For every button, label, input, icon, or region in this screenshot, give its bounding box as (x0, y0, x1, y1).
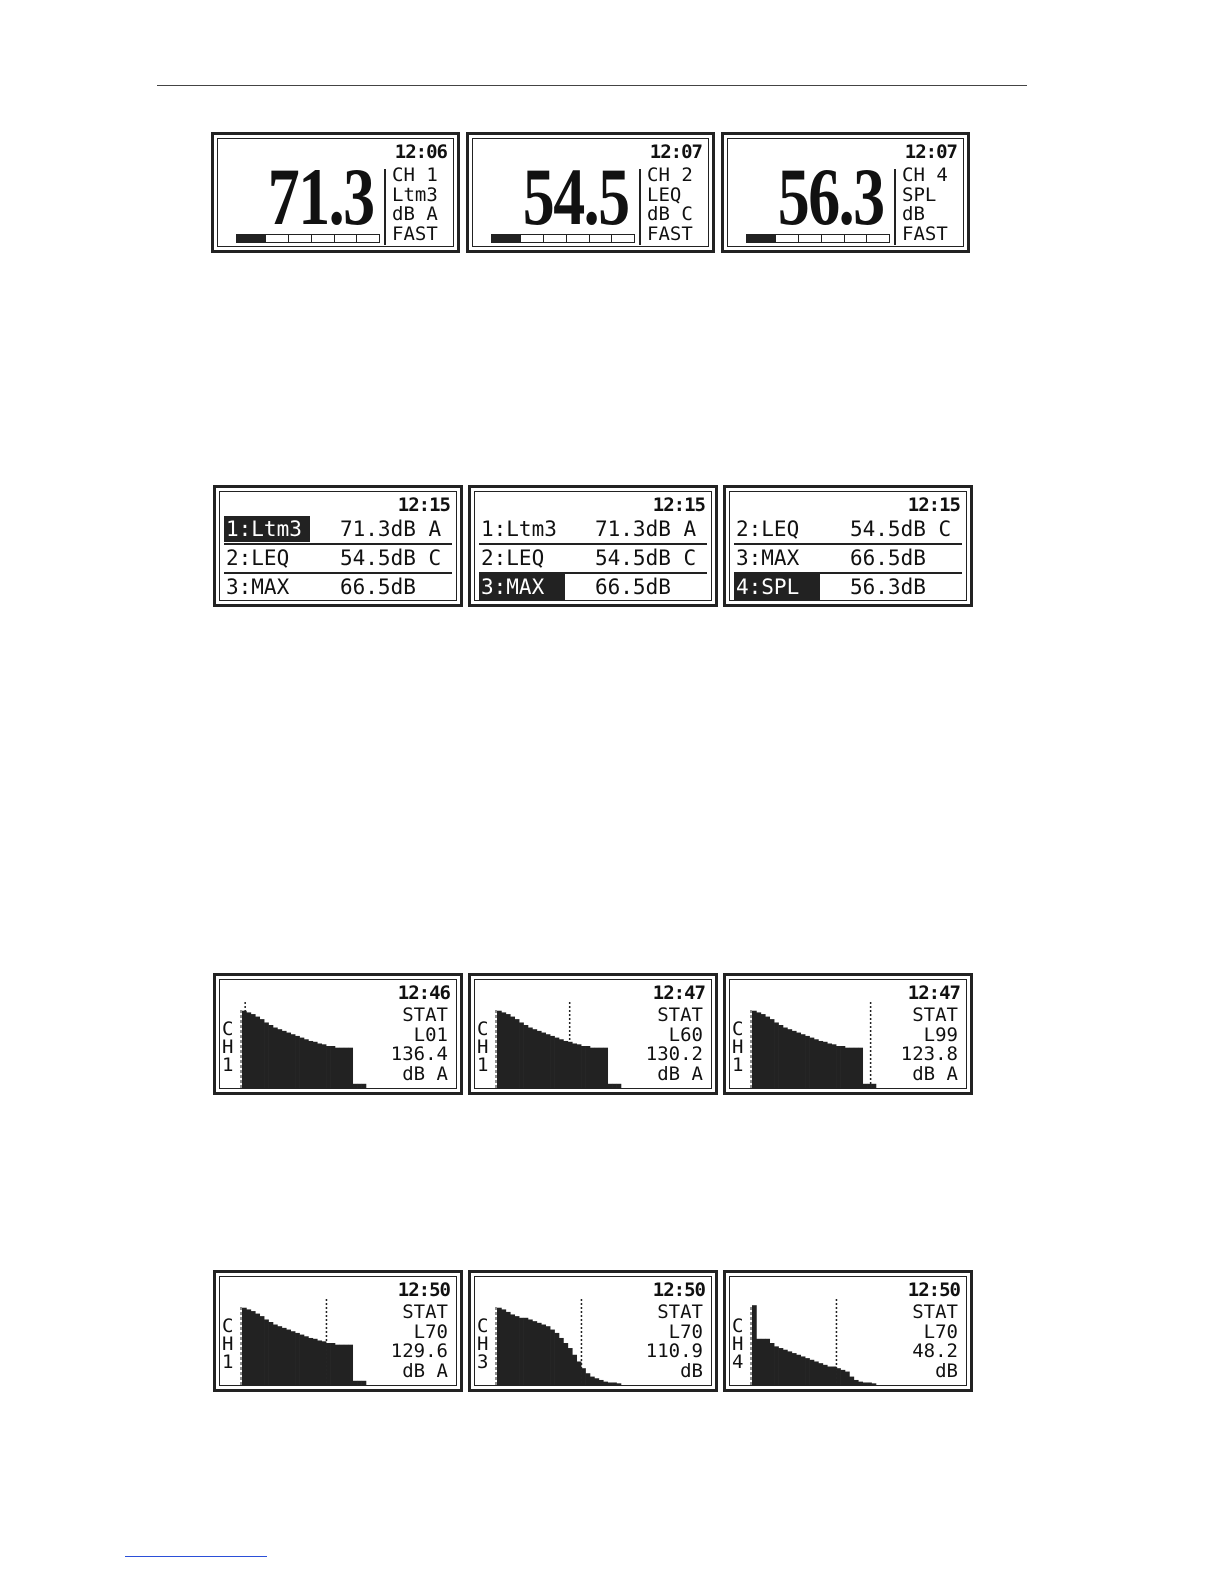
hist-bar (854, 1380, 859, 1385)
hist-bar (537, 1323, 542, 1385)
hist-bar (563, 1041, 568, 1088)
level-bar-fill (237, 235, 265, 242)
mode-label: Ltm3 (392, 183, 438, 206)
row-label: 3:MAX (226, 575, 290, 599)
row-value: 71.3dB A (595, 517, 697, 541)
hist-bar (845, 1372, 850, 1385)
hist-bar (528, 1028, 533, 1088)
hist-bar (255, 1017, 260, 1088)
stat-unit: dB A (402, 1062, 448, 1085)
hist-bar (841, 1046, 846, 1088)
hist-bar (546, 1034, 551, 1088)
stat-unit: dB A (912, 1062, 958, 1085)
hist-bar (608, 1382, 613, 1385)
stat-value: 130.2 (645, 1043, 703, 1065)
hist-bar (357, 1381, 362, 1385)
hist-bar (594, 1378, 599, 1385)
level-reading: 71.3 (267, 151, 373, 242)
stat-panel (901, 1006, 958, 1084)
list-row (479, 574, 707, 600)
hist-bar (308, 1041, 313, 1088)
stat-stat: L99 (923, 1023, 958, 1046)
row-value: 54.5dB C (340, 546, 442, 570)
mode-label: SPL (902, 183, 937, 206)
hist-bar (796, 1355, 801, 1385)
clock: 12:50 (907, 1279, 960, 1301)
lcd-main-ch2 (466, 132, 715, 253)
row-label: 3:MAX (479, 574, 565, 600)
hist-bar (756, 1339, 761, 1385)
hist-bar (550, 1036, 555, 1088)
row-label: 1:Ltm3 (224, 516, 310, 542)
hist-bar (501, 1012, 506, 1088)
hist-bar (599, 1380, 604, 1385)
row-value: 66.5dB (595, 575, 671, 599)
stat-unit: dB (935, 1359, 958, 1382)
hist-bar (818, 1363, 823, 1385)
stat-title: STAT (402, 1004, 448, 1026)
hist-bar (264, 1319, 269, 1385)
hist-bar (541, 1033, 546, 1088)
lcd-stat-5 (468, 1270, 718, 1392)
hist-bar (295, 1036, 300, 1088)
hist-bar (277, 1029, 282, 1088)
channel-label: CH 4 (902, 164, 948, 186)
hist-bar (581, 1046, 586, 1088)
lcd-list-1 (213, 485, 463, 607)
list-row (734, 545, 962, 571)
level-reading: 56.3 (777, 151, 883, 242)
level-bar-fill (492, 235, 520, 242)
hist-bar (863, 1382, 868, 1385)
stat-title: STAT (912, 1301, 958, 1323)
response-label: FAST (647, 222, 693, 245)
hist-bar (814, 1361, 819, 1385)
response-label: FAST (902, 222, 948, 245)
hist-bar (295, 1333, 300, 1385)
level-bar (491, 234, 635, 243)
hist-bar (612, 1084, 617, 1088)
channel-label: CH 1 (392, 164, 438, 186)
hist-bar (792, 1353, 797, 1385)
hist-bar (519, 1022, 524, 1088)
hist-bar (770, 1019, 775, 1088)
hist-bar (555, 1333, 560, 1385)
level-bar (236, 234, 380, 243)
channel-label: CH 2 (647, 164, 693, 186)
level-bar (746, 234, 890, 243)
hist-bar (770, 1343, 775, 1385)
stat-panel (646, 1303, 703, 1381)
hist-bar (603, 1382, 608, 1385)
stat-value: 48.2 (912, 1340, 958, 1362)
hist-bar (317, 1340, 322, 1385)
hist-bar (313, 1042, 318, 1088)
hist-bar (286, 1330, 291, 1385)
stat-panel (391, 1006, 448, 1084)
hist-bar (273, 1028, 278, 1088)
stat-stat: L70 (413, 1320, 448, 1343)
stat-value: 136.4 (390, 1043, 448, 1065)
level-reading: 54.5 (522, 151, 628, 242)
hist-bar (555, 1038, 560, 1088)
response-label: FAST (392, 222, 438, 245)
stat-title: STAT (657, 1004, 703, 1026)
clock: 12:15 (907, 494, 960, 516)
hist-bar (251, 1311, 256, 1385)
row-label: 1:Ltm3 (481, 517, 557, 541)
hist-bar (497, 1011, 502, 1088)
stat-value: 110.9 (645, 1340, 703, 1362)
stat-title: STAT (402, 1301, 448, 1323)
hist-bar (827, 1043, 832, 1088)
hist-bar (603, 1048, 608, 1088)
hist-bar (810, 1038, 815, 1088)
hist-bar (594, 1048, 599, 1088)
hist-bar (792, 1031, 797, 1088)
hist-bar (246, 1012, 251, 1088)
hist-bar (264, 1022, 269, 1088)
hist-bar (510, 1017, 515, 1088)
row-label: 2:LEQ (226, 546, 290, 570)
hist-bar (872, 1084, 877, 1088)
lcd-stat-1 (213, 973, 463, 1095)
hist-bar (273, 1325, 278, 1385)
hist-bar (282, 1031, 287, 1088)
lcd-stat-2 (468, 973, 718, 1095)
hist-bar (331, 1343, 336, 1385)
hist-bar (335, 1345, 340, 1385)
stat-value: 123.8 (900, 1043, 958, 1065)
channel-label: C H 4 (732, 1315, 744, 1373)
hist-bar (774, 1022, 779, 1088)
channel-label: C H 1 (477, 1018, 489, 1076)
hist-bar (524, 1025, 529, 1088)
histogram (240, 1000, 370, 1090)
hist-bar (872, 1383, 877, 1385)
list-row (479, 545, 707, 571)
hist-bar (559, 1039, 564, 1088)
hist-bar (761, 1339, 766, 1385)
hist-bar (331, 1046, 336, 1088)
hist-bar (255, 1314, 260, 1385)
list-row (734, 574, 962, 600)
hist-bar (304, 1039, 309, 1088)
list-row (224, 545, 452, 571)
stat-title: STAT (912, 1004, 958, 1026)
stat-panel (646, 1006, 703, 1084)
clock: 12:50 (397, 1279, 450, 1301)
stat-unit: dB A (402, 1359, 448, 1382)
hist-bar (353, 1084, 358, 1088)
hist-bar (572, 1355, 577, 1385)
hist-bar (858, 1382, 863, 1385)
hist-bar (608, 1084, 613, 1088)
hist-bar (286, 1033, 291, 1088)
clock: 12:06 (394, 141, 447, 163)
hist-bar (326, 1046, 331, 1088)
divider (894, 169, 896, 245)
hist-bar (858, 1048, 863, 1088)
hist-bar (322, 1044, 327, 1088)
stat-value: 129.6 (390, 1340, 448, 1362)
hist-bar (348, 1345, 353, 1385)
clock: 12:15 (652, 494, 705, 516)
hist-bar (586, 1046, 591, 1088)
hist-bar (510, 1314, 515, 1385)
row-value: 66.5dB (850, 546, 926, 570)
hist-bar (599, 1048, 604, 1088)
hist-bar (867, 1382, 872, 1385)
hist-bar (590, 1048, 595, 1088)
hist-bar (849, 1377, 854, 1385)
hist-bar (506, 1312, 511, 1385)
histogram (240, 1297, 370, 1387)
row-value: 56.3dB (850, 575, 926, 599)
hist-bar (260, 1019, 265, 1088)
clock: 12:07 (904, 141, 957, 163)
hist-bar (251, 1014, 256, 1088)
row-value: 66.5dB (340, 575, 416, 599)
hist-bar (841, 1370, 846, 1385)
header-rule (157, 85, 1027, 86)
hist-bar (568, 1348, 573, 1385)
hist-bar (849, 1048, 854, 1088)
info-panel (647, 166, 693, 244)
hist-bar (291, 1331, 296, 1385)
hist-bar (818, 1041, 823, 1088)
channel-label: C H 1 (732, 1018, 744, 1076)
divider (639, 169, 641, 245)
hist-bar (524, 1318, 529, 1385)
stat-unit: dB A (657, 1062, 703, 1085)
hist-bar (546, 1326, 551, 1385)
weighting-label: dB (902, 203, 925, 225)
hist-bar (761, 1014, 766, 1088)
footer-link-rule (125, 1556, 267, 1557)
lcd-list-3 (723, 485, 973, 607)
row-value: 54.5dB C (595, 546, 697, 570)
stat-unit: dB (680, 1359, 703, 1382)
lcd-list-2 (468, 485, 718, 607)
hist-bar (348, 1048, 353, 1088)
hist-bar (532, 1321, 537, 1385)
hist-bar (277, 1326, 282, 1385)
hist-bar (339, 1345, 344, 1385)
info-panel (902, 166, 948, 244)
hist-bar (260, 1316, 265, 1385)
hist-bar (515, 1316, 520, 1385)
hist-bar (765, 1017, 770, 1088)
lcd-stat-3 (723, 973, 973, 1095)
hist-bar (313, 1339, 318, 1385)
histogram (495, 1297, 625, 1387)
hist-bar (269, 1322, 274, 1385)
hist-bar (304, 1336, 309, 1385)
hist-bar (787, 1351, 792, 1385)
hist-bar (787, 1029, 792, 1088)
clock: 12:15 (397, 494, 450, 516)
mode-label: LEQ (647, 183, 682, 206)
hist-bar (836, 1046, 841, 1088)
hist-bar (801, 1034, 806, 1088)
hist-bar (563, 1343, 568, 1385)
hist-bar (339, 1048, 344, 1088)
hist-bar (577, 1361, 582, 1385)
hist-bar (827, 1367, 832, 1385)
hist-bar (528, 1319, 533, 1385)
hist-bar (577, 1044, 582, 1088)
hist-bar (497, 1308, 502, 1385)
row-label: 2:LEQ (481, 546, 545, 570)
hist-bar (308, 1338, 313, 1385)
hist-bar (590, 1377, 595, 1385)
hist-bar (617, 1383, 622, 1385)
hist-bar (765, 1339, 770, 1385)
hist-bar (515, 1019, 520, 1088)
stat-panel (391, 1303, 448, 1381)
list-row (479, 516, 707, 542)
histogram (495, 1000, 625, 1090)
lcd-stat-4 (213, 1270, 463, 1392)
hist-bar (362, 1084, 367, 1088)
hist-bar (774, 1346, 779, 1385)
clock: 12:47 (652, 982, 705, 1004)
hist-bar (752, 1011, 757, 1088)
hist-bar (246, 1309, 251, 1385)
stat-stat: L01 (413, 1023, 448, 1046)
hist-bar (823, 1365, 828, 1385)
hist-bar (832, 1044, 837, 1088)
clock: 12:50 (652, 1279, 705, 1301)
hist-bar (752, 1305, 757, 1385)
hist-bar (559, 1338, 564, 1385)
hist-bar (532, 1029, 537, 1088)
clock: 12:07 (649, 141, 702, 163)
hist-bar (796, 1033, 801, 1088)
hist-bar (586, 1373, 591, 1385)
stat-title: STAT (657, 1301, 703, 1323)
hist-bar (362, 1381, 367, 1385)
hist-bar (612, 1382, 617, 1385)
stat-panel (912, 1303, 958, 1381)
hist-bar (756, 1012, 761, 1088)
hist-bar (783, 1350, 788, 1385)
clock: 12:46 (397, 982, 450, 1004)
hist-bar (779, 1025, 784, 1088)
hist-bar (550, 1330, 555, 1385)
hist-bar (823, 1042, 828, 1088)
hist-bar (344, 1048, 349, 1088)
list-row (734, 516, 962, 542)
hist-bar (344, 1345, 349, 1385)
lcd-main-ch4 (721, 132, 970, 253)
hist-bar (291, 1034, 296, 1088)
info-panel (392, 166, 438, 244)
weighting-label: dB C (647, 203, 693, 225)
hist-bar (242, 1308, 247, 1385)
hist-bar (335, 1048, 340, 1088)
histogram (750, 1297, 880, 1387)
hist-bar (282, 1328, 287, 1385)
lcd-main-ch1 (211, 132, 460, 253)
stat-stat: L60 (668, 1023, 703, 1046)
hist-bar (779, 1348, 784, 1385)
hist-bar (805, 1358, 810, 1385)
hist-bar (863, 1084, 868, 1088)
row-label: 2:LEQ (736, 517, 800, 541)
hist-bar (541, 1325, 546, 1385)
stat-stat: L70 (923, 1320, 958, 1343)
hist-bar (617, 1084, 622, 1088)
hist-bar (568, 1042, 573, 1088)
lcd-stat-6 (723, 1270, 973, 1392)
hist-bar (357, 1084, 362, 1088)
channel-label: C H 1 (222, 1018, 234, 1076)
row-label: 3:MAX (736, 546, 800, 570)
hist-bar (537, 1031, 542, 1088)
hist-bar (242, 1011, 247, 1088)
hist-bar (810, 1360, 815, 1385)
channel-label: C H 3 (477, 1315, 489, 1373)
hist-bar (805, 1036, 810, 1088)
hist-bar (300, 1038, 305, 1088)
row-label: 4:SPL (734, 574, 820, 600)
weighting-label: dB A (392, 203, 438, 225)
hist-bar (501, 1309, 506, 1385)
list-row (224, 516, 452, 542)
channel-label: C H 1 (222, 1315, 234, 1373)
stat-stat: L70 (668, 1320, 703, 1343)
hist-bar (854, 1048, 859, 1088)
hist-bar (814, 1039, 819, 1088)
histogram (750, 1000, 880, 1090)
hist-bar (519, 1318, 524, 1385)
hist-bar (801, 1356, 806, 1385)
hist-bar (845, 1048, 850, 1088)
hist-bar (783, 1028, 788, 1088)
divider (384, 169, 386, 245)
row-value: 71.3dB A (340, 517, 442, 541)
hist-bar (353, 1381, 358, 1385)
row-value: 54.5dB C (850, 517, 952, 541)
hist-bar (269, 1025, 274, 1088)
hist-bar (300, 1335, 305, 1385)
hist-bar (317, 1043, 322, 1088)
hist-bar (506, 1014, 511, 1088)
hist-bar (572, 1043, 577, 1088)
list-row (224, 574, 452, 600)
level-bar-fill (747, 235, 775, 242)
clock: 12:47 (907, 982, 960, 1004)
